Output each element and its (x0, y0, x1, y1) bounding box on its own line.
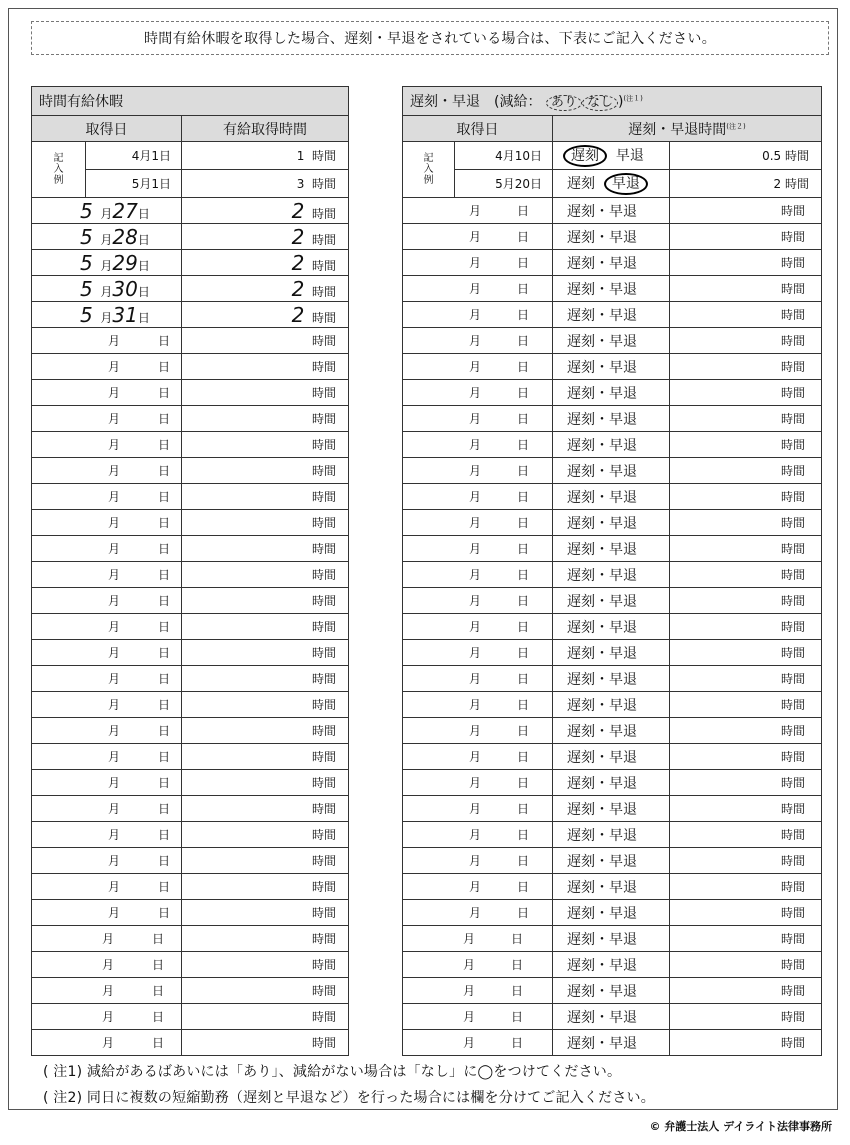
date-cell[interactable]: 月 日 (32, 874, 182, 900)
date-cell[interactable]: 月 日 (32, 536, 182, 562)
date-cell[interactable]: 月 日 (403, 900, 553, 926)
late-early-select[interactable]: 遅刻・早退 (553, 666, 670, 692)
date-cell[interactable]: 月 日 (32, 666, 182, 692)
date-cell[interactable]: 月 日 (403, 510, 553, 536)
hours-cell[interactable]: 時間 (670, 874, 822, 900)
date-cell[interactable]: 月 日 (403, 276, 553, 302)
date-cell[interactable]: 月 日 (403, 1030, 553, 1056)
late-early-select[interactable]: 遅刻・早退 (553, 432, 670, 458)
date-cell[interactable]: 月 日 (403, 380, 553, 406)
blank-row (32, 822, 349, 848)
hours-cell[interactable]: 時間 (670, 900, 822, 926)
blank-row (403, 250, 822, 276)
hours-cell[interactable]: 時間 (670, 198, 822, 224)
date-cell[interactable]: 月 日 (32, 848, 182, 874)
date-cell[interactable]: 月 日 (32, 406, 182, 432)
late-early-select[interactable]: 遅刻・早退 (553, 848, 670, 874)
date-cell[interactable]: 月 日 (403, 874, 553, 900)
date-cell[interactable]: 月 日 (403, 536, 553, 562)
blank-row (32, 432, 349, 458)
blank-row (403, 744, 822, 770)
date-cell[interactable]: 5 月29日 (32, 250, 182, 276)
date-cell[interactable]: 月 日 (403, 614, 553, 640)
late-early-select[interactable]: 遅刻・早退 (553, 588, 670, 614)
example-date: 5月1日 (86, 170, 182, 198)
example-row (403, 142, 822, 170)
blank-row (403, 796, 822, 822)
date-cell[interactable]: 月 日 (32, 354, 182, 380)
hours-cell[interactable]: 時間 (182, 614, 349, 640)
late-early-table (402, 86, 822, 1056)
hours-cell[interactable]: 時間 (670, 302, 822, 328)
date-cell[interactable]: 月 日 (32, 822, 182, 848)
blank-row (403, 666, 822, 692)
late-early-select[interactable]: 遅刻・早退 (553, 198, 670, 224)
month-value: 5 (80, 302, 93, 327)
blank-row (32, 900, 349, 926)
month-value: 5 (80, 224, 93, 249)
date-cell[interactable]: 月 日 (403, 692, 553, 718)
hours-cell[interactable]: 時間 (182, 718, 349, 744)
blank-row (403, 458, 822, 484)
blank-row (32, 328, 349, 354)
blank-row (403, 1004, 822, 1030)
date-cell[interactable]: 月 日 (32, 770, 182, 796)
example-date: 4月10日 (455, 142, 553, 170)
filled-row (32, 198, 349, 224)
date-cell[interactable]: 月 日 (32, 380, 182, 406)
hours-cell[interactable]: 時間 (182, 432, 349, 458)
late-early-select[interactable]: 遅刻・早退 (553, 380, 670, 406)
blank-row (32, 1030, 349, 1056)
date-cell[interactable]: 月 日 (32, 510, 182, 536)
date-cell[interactable]: 月 日 (32, 692, 182, 718)
paid-leave-table (31, 86, 349, 1056)
month-value: 5 (80, 276, 93, 301)
date-cell[interactable]: 月 日 (403, 588, 553, 614)
copyright: © 弁護士法人 デイライト法律事務所 (649, 1120, 832, 1133)
col-acquisition-date: 取得日 (403, 116, 553, 142)
example-date: 4月1日 (86, 142, 182, 170)
late-early-select[interactable]: 遅刻・早退 (553, 822, 670, 848)
hours-cell[interactable]: 時間 (670, 640, 822, 666)
blank-row (32, 614, 349, 640)
filled-row (32, 250, 349, 276)
day-value: 31 (112, 302, 138, 327)
blank-row (403, 276, 822, 302)
blank-row (403, 640, 822, 666)
blank-row (32, 1004, 349, 1030)
blank-row (403, 926, 822, 952)
hours-cell[interactable]: 時間 (670, 588, 822, 614)
hours-cell[interactable]: 時間 (670, 822, 822, 848)
hours-cell[interactable]: 時間 (182, 640, 349, 666)
late-early-select[interactable]: 遅刻・早退 (553, 744, 670, 770)
date-cell[interactable]: 月 日 (403, 744, 553, 770)
instruction-text: 時間有給休暇を取得した場合、遅刻・早退をされている場合は、下表にご記入ください。 (144, 31, 716, 47)
date-cell[interactable]: 月 日 (32, 588, 182, 614)
example-late-early: 遅刻 早退 (553, 170, 670, 198)
late-early-select[interactable]: 遅刻・早退 (553, 458, 670, 484)
blank-row (32, 562, 349, 588)
blank-row (403, 224, 822, 250)
blank-row (32, 718, 349, 744)
hours-cell[interactable]: 時間 (670, 1030, 822, 1056)
date-cell[interactable]: 月 日 (403, 770, 553, 796)
paid-leave-title: 時間有給休暇 (32, 87, 349, 116)
blank-row (403, 354, 822, 380)
date-cell[interactable]: 月 日 (403, 406, 553, 432)
example-hours: 2 時間 (670, 170, 822, 198)
example-row (403, 170, 822, 198)
hours-cell[interactable]: 時間 (182, 952, 349, 978)
hours-cell[interactable]: 2 時間 (182, 224, 349, 250)
blank-row (32, 692, 349, 718)
example-row (32, 142, 349, 170)
late-early-select[interactable]: 遅刻・早退 (553, 926, 670, 952)
date-cell[interactable]: 月 日 (403, 354, 553, 380)
date-cell[interactable]: 月 日 (403, 458, 553, 484)
hours-cell[interactable]: 時間 (670, 432, 822, 458)
date-cell[interactable]: 5 月28日 (32, 224, 182, 250)
hours-cell[interactable]: 時間 (670, 666, 822, 692)
date-cell[interactable]: 月 日 (32, 796, 182, 822)
col-late-early-time: 遅刻・早退時間$^{(注2)}$ (553, 116, 822, 142)
hours-cell[interactable]: 時間 (670, 276, 822, 302)
blank-row (403, 380, 822, 406)
date-cell[interactable]: 月 日 (403, 822, 553, 848)
example-label: 記 入 例 (403, 142, 455, 198)
late-early-select[interactable]: 遅刻・早退 (553, 328, 670, 354)
date-cell[interactable]: 月 日 (403, 952, 553, 978)
late-early-select[interactable]: 遅刻・早退 (553, 1030, 670, 1056)
hours-cell[interactable]: 時間 (182, 692, 349, 718)
date-cell[interactable]: 月 日 (403, 198, 553, 224)
hours-cell[interactable]: 時間 (670, 926, 822, 952)
hours-cell[interactable]: 時間 (670, 718, 822, 744)
note-2: ( 注2) 同日に複数の短縮勤務（遅刻と早退など）を行った場合には欄を分けてご記入ください。 (43, 1090, 655, 1106)
date-cell[interactable]: 月 日 (403, 224, 553, 250)
hours-cell[interactable]: 時間 (182, 354, 349, 380)
blank-row (32, 874, 349, 900)
day-value: 27 (112, 198, 138, 223)
day-value: 30 (112, 276, 138, 301)
hours-cell[interactable]: 時間 (670, 848, 822, 874)
blank-row (403, 692, 822, 718)
late-early-select[interactable]: 遅刻・早退 (553, 796, 670, 822)
late-early-select[interactable]: 遅刻・早退 (553, 900, 670, 926)
note-1: ( 注1) 減給があるばあいには「あり」、減給がない場合は「なし」に◯をつけてください。 (43, 1064, 622, 1080)
blank-row (403, 718, 822, 744)
hours-cell[interactable]: 時間 (182, 458, 349, 484)
hours-cell[interactable]: 時間 (670, 484, 822, 510)
hours-cell[interactable]: 時間 (670, 406, 822, 432)
example-hours: 1 時間 (182, 142, 349, 170)
date-cell[interactable]: 5 月31日 (32, 302, 182, 328)
hours-cell[interactable]: 時間 (670, 380, 822, 406)
blank-row (403, 1030, 822, 1056)
late-early-select[interactable]: 遅刻・早退 (553, 354, 670, 380)
late-early-select[interactable]: 遅刻・早退 (553, 562, 670, 588)
blank-row (32, 796, 349, 822)
day-value: 29 (112, 250, 138, 275)
blank-row (403, 562, 822, 588)
blank-row (403, 536, 822, 562)
hours-cell[interactable]: 時間 (182, 874, 349, 900)
hours-cell[interactable]: 時間 (670, 536, 822, 562)
hours-cell[interactable]: 時間 (670, 770, 822, 796)
date-cell[interactable]: 月 日 (32, 1030, 182, 1056)
late-early-select[interactable]: 遅刻・早退 (553, 250, 670, 276)
hours-cell[interactable]: 時間 (182, 848, 349, 874)
hours-cell[interactable]: 時間 (670, 562, 822, 588)
hours-cell[interactable]: 時間 (670, 692, 822, 718)
hours-cell[interactable]: 時間 (670, 458, 822, 484)
hours-cell[interactable]: 時間 (182, 406, 349, 432)
late-early-select[interactable]: 遅刻・早退 (553, 224, 670, 250)
blank-row (32, 848, 349, 874)
date-cell[interactable]: 月 日 (32, 978, 182, 1004)
late-early-select[interactable]: 遅刻・早退 (553, 952, 670, 978)
date-cell[interactable]: 5 月27日 (32, 198, 182, 224)
date-cell[interactable]: 月 日 (403, 640, 553, 666)
date-cell[interactable]: 月 日 (403, 796, 553, 822)
hours-cell[interactable]: 時間 (182, 666, 349, 692)
hours-cell[interactable]: 時間 (670, 1004, 822, 1030)
late-early-select[interactable]: 遅刻・早退 (553, 276, 670, 302)
option-no[interactable]: なし (582, 95, 618, 111)
example-hours: 0.5 時間 (670, 142, 822, 170)
hours-cell[interactable]: 時間 (182, 510, 349, 536)
blank-row (32, 510, 349, 536)
blank-row (32, 406, 349, 432)
month-value: 5 (80, 250, 93, 275)
hours-cell[interactable]: 時間 (182, 1004, 349, 1030)
date-cell[interactable]: 月 日 (32, 458, 182, 484)
example-date: 5月20日 (455, 170, 553, 198)
hours-cell[interactable]: 時間 (670, 952, 822, 978)
blank-row (32, 978, 349, 1004)
blank-row (32, 458, 349, 484)
option-yes[interactable]: あり (546, 95, 582, 111)
hours-cell[interactable]: 時間 (670, 978, 822, 1004)
date-cell[interactable]: 月 日 (403, 848, 553, 874)
date-cell[interactable]: 月 日 (32, 614, 182, 640)
late-early-select[interactable]: 遅刻・早退 (553, 640, 670, 666)
example-hours: 3 時間 (182, 170, 349, 198)
month-value: 5 (80, 198, 93, 223)
date-cell[interactable]: 月 日 (403, 1004, 553, 1030)
hours-cell[interactable]: 時間 (182, 900, 349, 926)
hours-cell[interactable]: 時間 (182, 796, 349, 822)
blank-row (32, 588, 349, 614)
late-early-title: 遅刻・早退 (減給： あり なし )$^{(注1)}$ (403, 87, 822, 116)
date-cell[interactable]: 月 日 (32, 744, 182, 770)
date-cell[interactable]: 月 日 (32, 926, 182, 952)
date-cell[interactable]: 月 日 (32, 328, 182, 354)
late-early-select[interactable]: 遅刻・早退 (553, 978, 670, 1004)
blank-row (32, 640, 349, 666)
hours-cell[interactable]: 時間 (670, 614, 822, 640)
hours-cell[interactable]: 時間 (182, 380, 349, 406)
date-cell[interactable]: 月 日 (403, 250, 553, 276)
date-cell[interactable]: 月 日 (403, 666, 553, 692)
hours-cell[interactable]: 時間 (670, 328, 822, 354)
hours-cell[interactable]: 時間 (670, 250, 822, 276)
circle-mark: 遅刻 (563, 145, 607, 167)
hours-cell[interactable]: 時間 (670, 510, 822, 536)
hours-cell[interactable]: 2 時間 (182, 250, 349, 276)
hours-cell[interactable]: 時間 (182, 770, 349, 796)
circle-mark: 早退 (604, 173, 648, 195)
hours-cell[interactable]: 時間 (182, 822, 349, 848)
blank-row (32, 536, 349, 562)
blank-row (32, 744, 349, 770)
date-cell[interactable]: 月 日 (403, 718, 553, 744)
hours-cell[interactable]: 時間 (182, 536, 349, 562)
date-cell[interactable]: 月 日 (32, 952, 182, 978)
col-paid-hours: 有給取得時間 (182, 116, 349, 142)
date-cell[interactable]: 5 月30日 (32, 276, 182, 302)
date-cell[interactable]: 月 日 (403, 328, 553, 354)
date-cell[interactable]: 月 日 (32, 718, 182, 744)
example-label: 記 入 例 (32, 142, 86, 198)
late-early-select[interactable]: 遅刻・早退 (553, 718, 670, 744)
late-early-select[interactable]: 遅刻・早退 (553, 1004, 670, 1030)
late-early-select[interactable]: 遅刻・早退 (553, 406, 670, 432)
blank-row (403, 874, 822, 900)
hours-cell[interactable]: 2 時間 (182, 198, 349, 224)
hours-cell[interactable]: 時間 (182, 978, 349, 1004)
filled-row (32, 224, 349, 250)
filled-row (32, 302, 349, 328)
blank-row (32, 952, 349, 978)
date-cell[interactable]: 月 日 (403, 302, 553, 328)
blank-row (32, 354, 349, 380)
filled-row (32, 276, 349, 302)
date-cell[interactable]: 月 日 (403, 978, 553, 1004)
instruction-box (31, 21, 829, 55)
blank-row (32, 666, 349, 692)
late-early-select[interactable]: 遅刻・早退 (553, 484, 670, 510)
blank-row (403, 510, 822, 536)
blank-row (403, 588, 822, 614)
hours-cell[interactable]: 時間 (182, 328, 349, 354)
late-early-select[interactable]: 遅刻・早退 (553, 536, 670, 562)
blank-row (403, 614, 822, 640)
blank-row (32, 926, 349, 952)
late-early-select[interactable]: 遅刻・早退 (553, 302, 670, 328)
hours-cell[interactable]: 時間 (182, 588, 349, 614)
date-cell[interactable]: 月 日 (403, 432, 553, 458)
blank-row (403, 952, 822, 978)
late-early-select[interactable]: 遅刻・早退 (553, 770, 670, 796)
late-early-select[interactable]: 遅刻・早退 (553, 614, 670, 640)
blank-row (403, 848, 822, 874)
hours-cell[interactable]: 時間 (670, 354, 822, 380)
blank-row (403, 328, 822, 354)
date-cell[interactable]: 月 日 (403, 484, 553, 510)
blank-row (403, 302, 822, 328)
hours-cell[interactable]: 2 時間 (182, 302, 349, 328)
date-cell[interactable]: 月 日 (32, 900, 182, 926)
hours-cell[interactable]: 時間 (670, 744, 822, 770)
late-early-select[interactable]: 遅刻・早退 (553, 874, 670, 900)
blank-row (403, 432, 822, 458)
late-early-select[interactable]: 遅刻・早退 (553, 692, 670, 718)
blank-row (403, 822, 822, 848)
late-early-select[interactable]: 遅刻・早退 (553, 510, 670, 536)
blank-row (32, 484, 349, 510)
date-cell[interactable]: 月 日 (32, 432, 182, 458)
hours-cell[interactable]: 時間 (182, 926, 349, 952)
date-cell[interactable]: 月 日 (32, 484, 182, 510)
date-cell[interactable]: 月 日 (32, 1004, 182, 1030)
hours-cell[interactable]: 時間 (182, 484, 349, 510)
hours-cell[interactable]: 時間 (670, 224, 822, 250)
blank-row (403, 978, 822, 1004)
hours-cell[interactable]: 時間 (182, 1030, 349, 1056)
day-value: 28 (112, 224, 138, 249)
blank-row (403, 198, 822, 224)
blank-row (403, 770, 822, 796)
note-ref-1: (注１) (623, 94, 643, 103)
blank-row (32, 770, 349, 796)
blank-row (403, 406, 822, 432)
blank-row (403, 484, 822, 510)
hours-cell[interactable]: 時間 (182, 744, 349, 770)
hours-cell[interactable]: 時間 (182, 562, 349, 588)
date-cell[interactable]: 月 日 (403, 926, 553, 952)
date-cell[interactable]: 月 日 (32, 562, 182, 588)
blank-row (32, 380, 349, 406)
hours-cell[interactable]: 時間 (670, 796, 822, 822)
blank-row (403, 900, 822, 926)
col-acquisition-date: 取得日 (32, 116, 182, 142)
date-cell[interactable]: 月 日 (32, 640, 182, 666)
date-cell[interactable]: 月 日 (403, 562, 553, 588)
example-late-early: 遅刻 早退 (553, 142, 670, 170)
hours-cell[interactable]: 2 時間 (182, 276, 349, 302)
